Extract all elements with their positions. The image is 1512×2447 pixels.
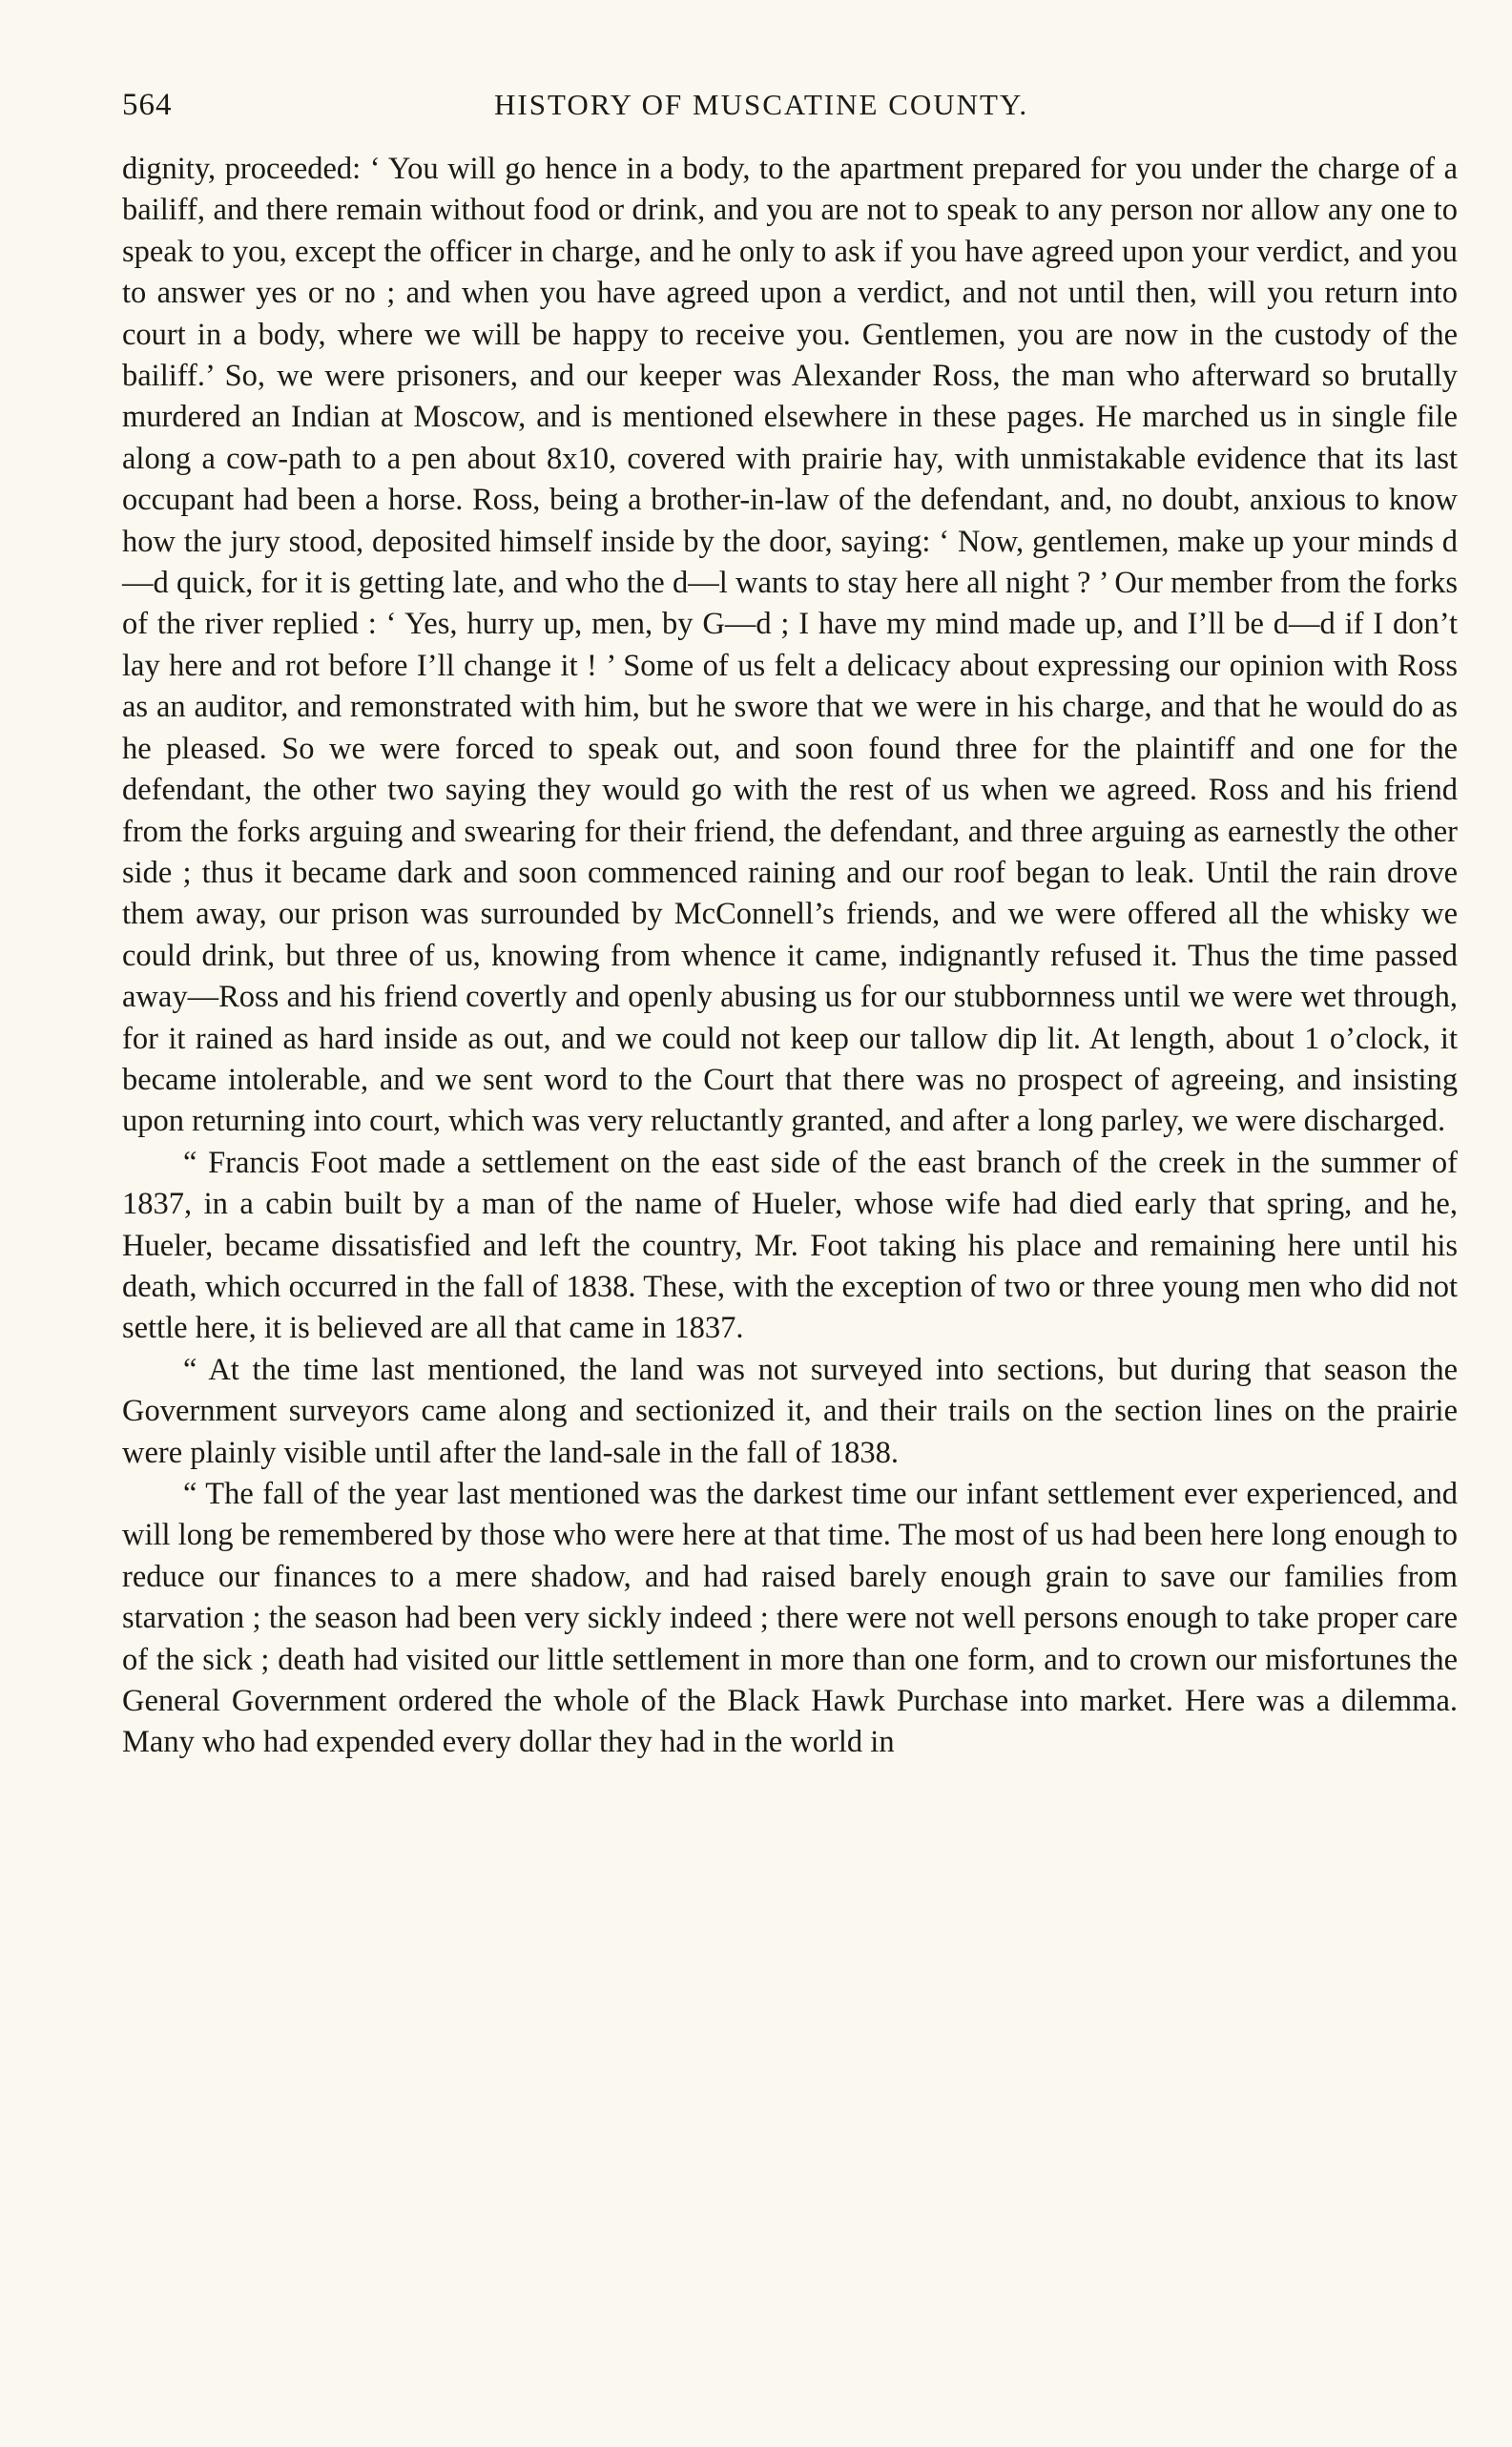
paragraph-survey: “ At the time last mentioned, the land was not surveyed into sections, but during that season the Government surveyors came along and sectionized it, and their trails on the section lines on the prairie were plainly visible until after the land-sale in the fall of 1838.: [122, 1352, 1458, 1470]
book-page: [122, 88, 1458, 1764]
page-number: 564: [122, 88, 173, 122]
paragraph-fall-of-1838: “ The fall of the year last mentioned was the darkest time our infant settlement ever experienced, and will long be remembered by those who were here at that time. The most of us had been here long enough to reduce our finances to a mere shadow, and had raised barely enough grain to save our families from starvation ; the season had been very sickly indeed ; there were not well persons enough to take proper care of the sick ; death had visited our little settlement in more than one form, and to crown our misfortunes the General Government ordered the whole of the Black Hawk Purchase into market. Here was a dilemma. Many who had expended every dollar they had in the world in: [122, 1477, 1458, 1760]
paragraph-continued: dignity, proceeded: ‘ You will go hence in a body, to the apartment prepared for you under the charge of a bailiff, and there remain without food or drink, and you are not to speak to any person nor allow any one to speak to you, except the officer in charge, and he only to ask if you have agreed upon your verdict, and you to answer yes or no ; and when you have agreed upon a verdict, and not until then, will you return into court in a body, where we will be happy to receive you. Gentlemen, you are now in the custody of the bailiff.’ So, we were prisoners, and our keeper was Alexander Ross, the man who afterward so brutally murdered an Indian at Moscow, and is mentioned elsewhere in these pages. He marched us in single file along a cow-path to a pen about 8x10, covered with prairie hay, with unmistakable evidence that its last occupant had been a horse. Ross, being a brother-in-law of the defendant, and, no doubt, anxious to know how the jury stood, deposited himself inside by the door, saying: ‘ Now, gentlemen, make up your minds d—d quick, for it is getting late, and who the d—l wants to stay here all night ? ’ Our member from the forks of the river replied : ‘ Yes, hurry up, men, by G—d ; I have my mind made up, and I’ll be d—d if I don’t lay here and rot before I’ll change it ! ’ Some of us felt a delicacy about expressing our opinion with Ross as an auditor, and remonstrated with him, but he swore that we were in his charge, and that he would do as he pleased. So we were forced to speak out, and soon found three for the plaintiff and one for the defendant, the other two saying they would go with the rest of us when we agreed. Ross and his friend from the forks arguing and swearing for their friend, the defendant, and three arguing as earnestly the other side ; thus it became dark and soon commenced raining and our roof began to leak. Until the rain drove them away, our prison was surrounded by McConnell’s friends, and we were offered all the whisky we could drink, but three of us, knowing from whence it came, indignantly refused it. Thus the time passed away—Ross and his friend covertly and openly abusing us for our stubbornness until we were wet through, for it rained as hard inside as out, and we could not keep our tallow dip lit. At length, about 1 o’clock, it became intolerable, and we sent word to the Court that there was no prospect of agreeing, and insisting upon returning into court, which was very reluctantly granted, and after a long parley, we were discharged.: [122, 152, 1458, 1139]
body-text: [122, 149, 1458, 1764]
paragraph-francis-foot: “ Francis Foot made a settlement on the east side of the east branch of the creek in the summer of 1837, in a cabin built by a man of the name of Hueler, whose wife had died early that spring, and he, Hueler, became dissatisfied and left the country, Mr. Foot taking his place and remaining here until his death, which occurred in the fall of 1838. These, with the exception of two or three young men who did not settle here, it is believed are all that came in 1837.: [122, 1145, 1458, 1346]
running-head: HISTORY OF MUSCATINE COUNTY.: [494, 88, 1029, 121]
page-header: [122, 88, 1458, 137]
